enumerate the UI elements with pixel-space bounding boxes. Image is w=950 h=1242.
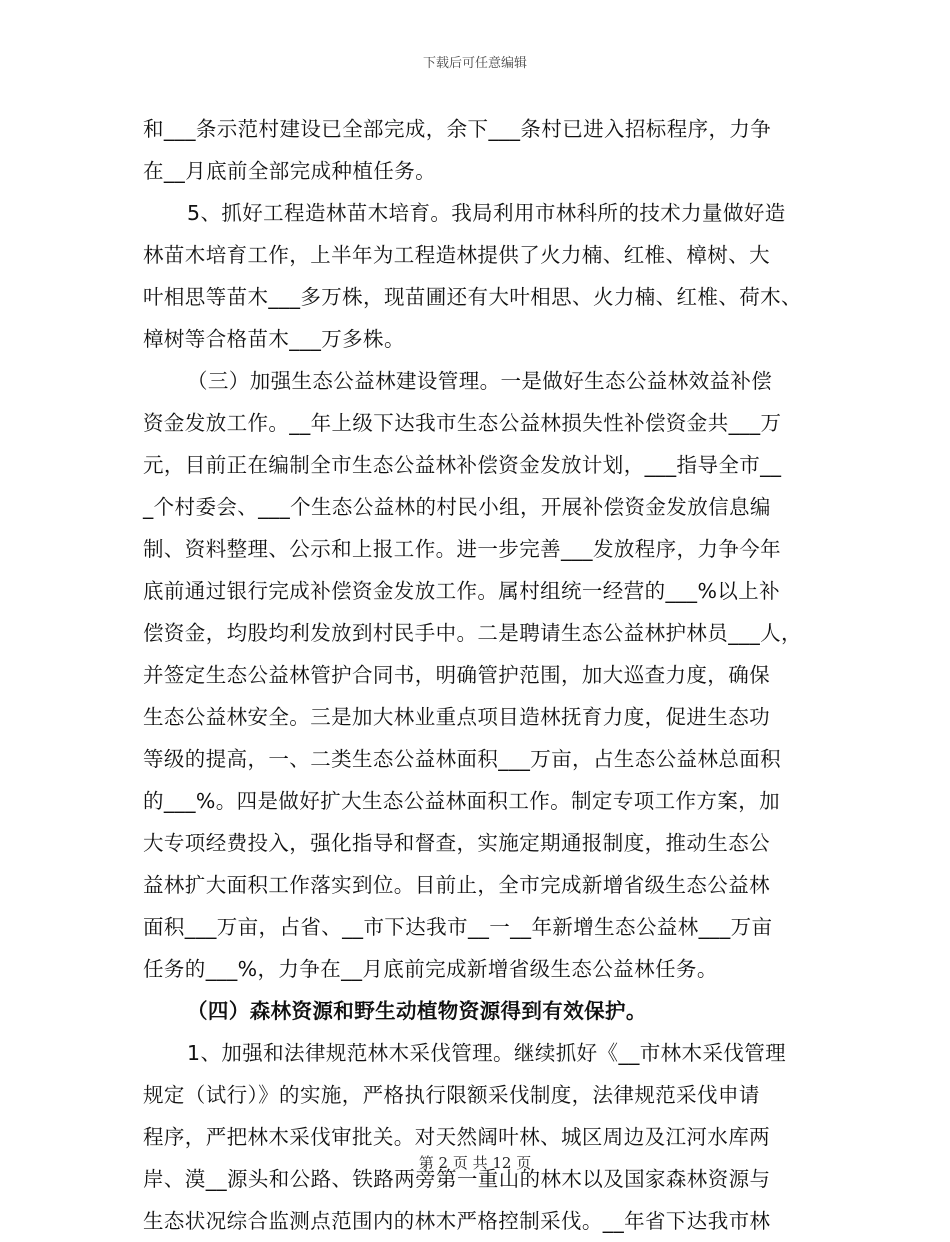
- paragraph-start: 5、抓好工程造林苗木培育。我局利用市林科所的技术力量做好造: [187, 201, 786, 225]
- text-line: 在__月底前全部完成种植任务。: [143, 159, 436, 183]
- text-line: 元，目前正在编制全市生态公益林补偿资金发放计划，___指导全市__: [143, 453, 782, 477]
- page-header: 下载后可任意编辑: [422, 56, 527, 71]
- text-line: 等级的提高，一、二类生态公益林面积___万亩，占生态公益林总面积: [143, 747, 782, 771]
- text-line: 并签定生态公益林管护合同书，明确管护范围，加大巡查力度，确保: [143, 663, 770, 687]
- text-line: 益林扩大面积工作落实到位。目前止，全市完成新增省级生态公益林: [143, 873, 770, 897]
- section-heading: （四）森林资源和野生动植物资源得到有效保护。: [187, 999, 647, 1023]
- text-line: 岸、漠__源头和公路、铁路两旁第一重山的林木以及国家森林资源与: [143, 1167, 771, 1191]
- paragraph-start: （三）加强生态公益林建设管理。一是做好生态公益林效益补偿: [187, 369, 773, 393]
- text-line: 规定（试行）》的实施，严格执行限额采伐制度，法律规范采伐申请: [143, 1083, 760, 1107]
- text-line: 底前通过银行完成补偿资金发放工作。属村组统一经营的___%以上补: [143, 579, 781, 603]
- text-line: _个村委会、___个生态公益林的村民小组，开展补偿资金发放信息编: [143, 495, 771, 519]
- text-line: 程序，严把林木采伐审批关。对天然阔叶林、城区周边及江河水库两: [143, 1125, 770, 1149]
- text-line: 资金发放工作。__年上级下达我市生态公益林损失性补偿资金共___万: [143, 411, 782, 435]
- text-line: 偿资金，均股均利发放到村民手中。二是聘请生态公益林护林员___人，: [143, 621, 802, 645]
- text-line: 生态状况综合监测点范围内的林木严格控制采伐。__年省下达我市林: [143, 1209, 771, 1233]
- text-line: 叶相思等苗木___多万株，现苗圃还有大叶相思、火力楠、红椎、荷木、: [143, 285, 802, 309]
- text-line: 林苗木培育工作，上半年为工程造林提供了火力楠、红椎、樟树、大: [143, 243, 770, 267]
- text-line: 大专项经费投入，强化指导和督查，实施定期通报制度，推动生态公: [143, 831, 770, 855]
- text-line: 的___%。四是做好扩大生态公益林面积工作。制定专项工作方案，加: [143, 789, 781, 813]
- paragraph-start: 1、加强和法律规范林木采伐管理。继续抓好《__市林木采伐管理: [187, 1041, 787, 1065]
- text-line: 和___条示范村建设已全部完成，余下___条村已进入招标程序，力争: [143, 117, 772, 141]
- document-body: [143, 108, 823, 1242]
- text-line: 面积___万亩，占省、__市下达我市__一__年新增生态公益林___万亩: [143, 915, 773, 939]
- text-line: 樟树等合格苗木___万多株。: [143, 327, 405, 351]
- page-footer: 第 2 页 共 12 页: [418, 1154, 532, 1172]
- text-line: 制、资料整理、公示和上报工作。进一步完善___发放程序，力争今年: [143, 537, 782, 561]
- text-line: 任务的___%，力争在__月底前完成新增省级生态公益林任务。: [143, 957, 718, 981]
- text-line: 生态公益林安全。三是加大林业重点项目造林抚育力度，促进生态功: [143, 705, 770, 729]
